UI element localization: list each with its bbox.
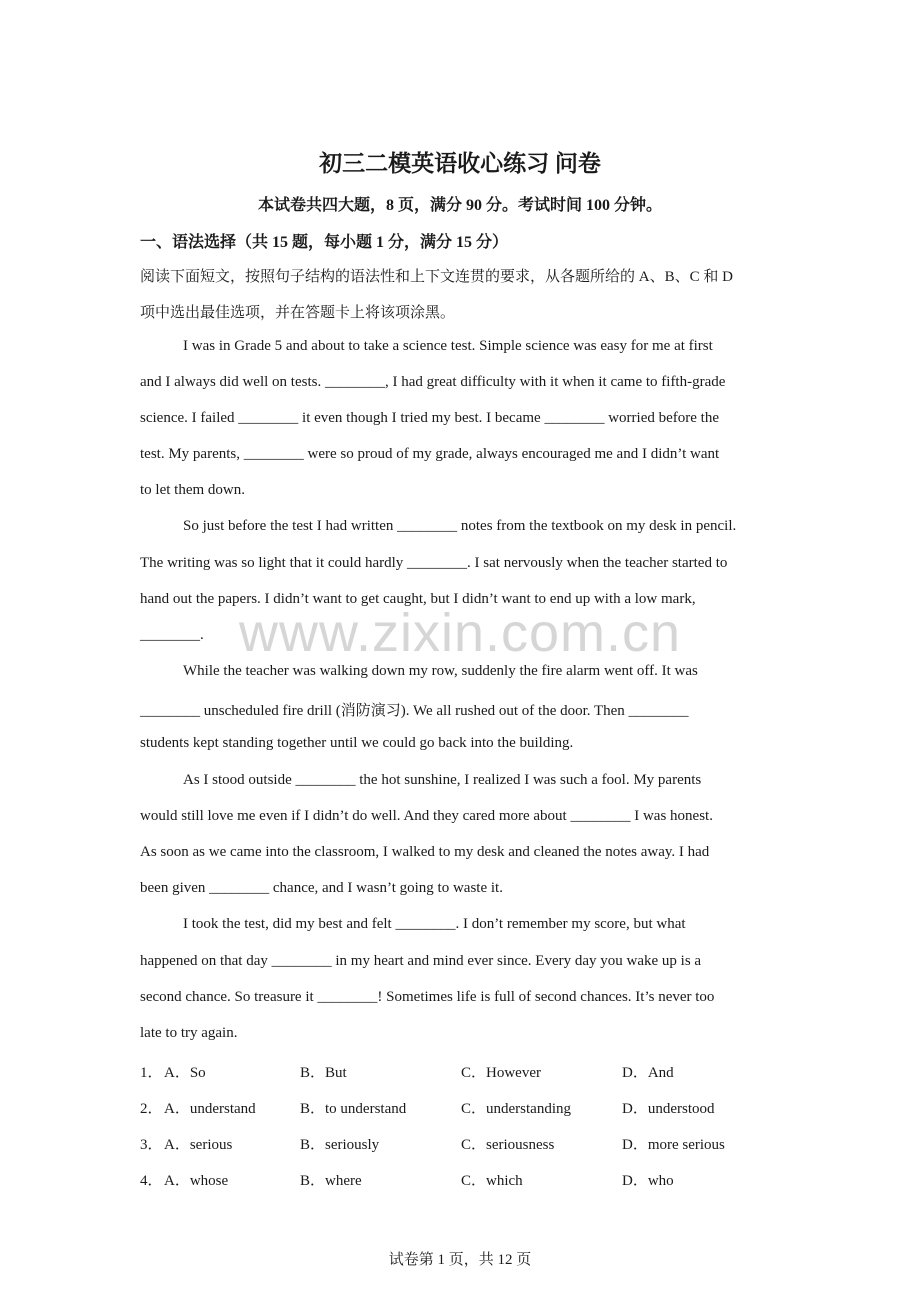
passage-line: students kept standing together until we could go back into the building.	[140, 735, 574, 751]
passage-line: I took the test, did my best and felt ________. I don’t remember my score, but what	[183, 916, 686, 932]
passage-line: science. I failed ________ it even though I tried my best. I became ________ worried before the	[140, 410, 719, 426]
option-d: D．And	[622, 1065, 674, 1081]
exam-info: 本试卷共四大题，8 页，满分 90 分。考试时间 100 分钟。	[257, 197, 662, 214]
question-number: 2．	[140, 1101, 163, 1117]
section-heading: 一、语法选择（共 15 题，每小题 1 分，满分 15 分）	[140, 234, 509, 251]
option-c: C．understanding	[461, 1101, 571, 1117]
passage-line: So just before the test I had written ________ notes from the textbook on my desk in pencil.	[183, 518, 737, 534]
watermark: www.zixin.com.cn	[238, 603, 682, 663]
passage-line: While the teacher was walking down my row, suddenly the fire alarm went off. It was	[183, 663, 698, 679]
passage-line: ________ unscheduled fire drill (消防演习). We all rushed out of the door. Then ________	[140, 703, 689, 719]
option-d: D．who	[622, 1173, 674, 1189]
option-c: C．However	[461, 1065, 541, 1081]
question-number: 1．	[140, 1065, 163, 1081]
option-d: D．more serious	[622, 1137, 725, 1153]
option-c: C．seriousness	[461, 1137, 555, 1153]
passage-line: happened on that day ________ in my heart and mind ever since. Every day you wake up is a	[140, 953, 702, 969]
passage-line: ________.	[140, 627, 204, 643]
instruction-line: 项中选出最佳选项，并在答题卡上将该项涂黑。	[140, 305, 456, 321]
question-number: 3．	[140, 1137, 163, 1153]
option-b: B．to understand	[300, 1101, 407, 1117]
option-d: D．understood	[622, 1101, 715, 1117]
passage-line: would still love me even if I didn’t do well. And they cared more about ________ I was honest.	[140, 808, 713, 824]
passage-line: late to try again.	[140, 1025, 238, 1041]
passage-line: hand out the papers. I didn’t want to get caught, but I didn’t want to end up with a low mark,	[140, 591, 696, 607]
passage-line: As I stood outside ________ the hot sunshine, I realized I was such a fool. My parents	[183, 772, 702, 788]
option-b: B．But	[300, 1065, 347, 1081]
question-number: 4．	[140, 1173, 163, 1189]
option-c: C．which	[461, 1173, 523, 1189]
passage-line: to let them down.	[140, 482, 245, 498]
instruction-line: 阅读下面短文，按照句子结构的语法性和上下文连贯的要求，从各题所给的 A、B、C 和 D	[140, 269, 733, 285]
passage-line: The writing was so light that it could hardly ________. I sat nervously when the teacher started to	[140, 555, 728, 571]
passage-line: I was in Grade 5 and about to take a science test. Simple science was easy for me at first	[183, 338, 713, 354]
option-b: B．where	[300, 1173, 362, 1189]
option-a: A．understand	[164, 1101, 256, 1117]
passage-line: been given ________ chance, and I wasn’t going to waste it.	[140, 880, 503, 896]
page-footer: 试卷第 1 页，共 12 页	[388, 1252, 532, 1268]
option-b: B．seriously	[300, 1137, 380, 1153]
page-title: 初三二模英语收心练习 问卷	[319, 151, 601, 176]
option-a: A．So	[164, 1065, 206, 1081]
passage-line: second chance. So treasure it ________! Sometimes life is full of second chances. It’s never too	[140, 989, 715, 1005]
passage-line: and I always did well on tests. ________, I had great difficulty with it when it came to fifth-grade	[140, 374, 726, 390]
option-a: A．serious	[164, 1137, 233, 1153]
passage-line: As soon as we came into the classroom, I walked to my desk and cleaned the notes away. I had	[140, 844, 710, 860]
option-a: A．whose	[164, 1173, 229, 1189]
passage-line: test. My parents, ________ were so proud of my grade, always encouraged me and I didn’t want	[140, 446, 720, 462]
